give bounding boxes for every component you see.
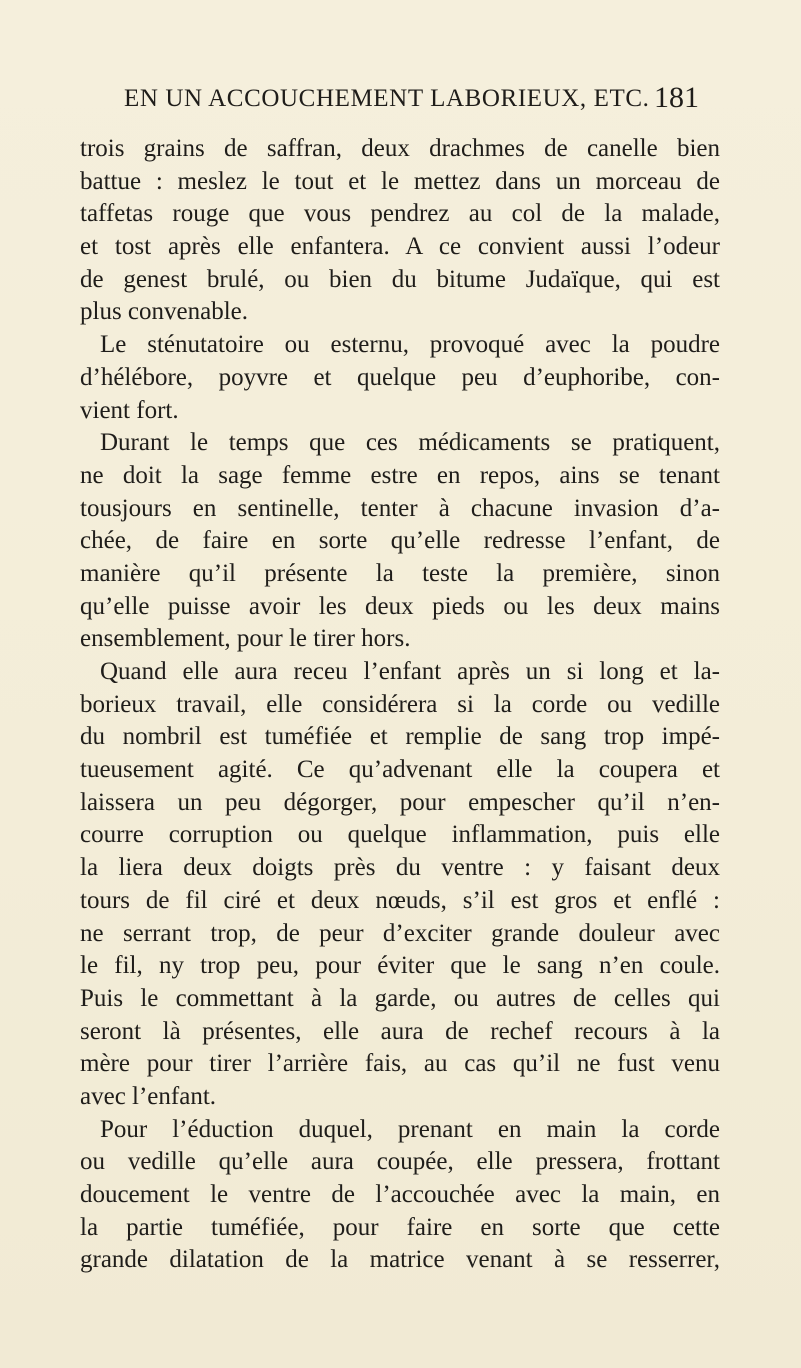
text-line: qu’elle puisse avoir les deux pieds ou les deux mains [80, 592, 720, 620]
text-line: chée, de faire en sorte qu’elle redresse l’enfant, de [80, 527, 720, 555]
running-head [124, 81, 699, 121]
page-number: 181 [654, 81, 699, 114]
text-line: courre corruption ou quelque inflammation, puis elle [80, 821, 720, 849]
text-line: laissera un peu dégorger, pour empescher qu’il n’en- [80, 788, 720, 816]
text-line: battue : meslez le tout et le mettez dans un morceau de [80, 167, 720, 195]
text-line: Pour l’éduction duquel, prenant en main la corde [100, 1115, 720, 1143]
text-line: tousjours en sentinelle, tenter à chacune invasion d’a- [80, 494, 720, 522]
text-line: Quand elle aura receu l’enfant après un si long et la- [100, 658, 720, 685]
text-line: ensemblement, pour le tirer hors. [80, 625, 411, 653]
text-line: plus convenable. [80, 298, 249, 326]
text-line: avec l’enfant. [80, 1082, 217, 1110]
text-line: la partie tuméfiée, pour faire en sorte que cette [80, 1213, 720, 1241]
text-line: d’hélébore, poyvre et quelque peu d’euphoribe, con- [80, 363, 720, 391]
text-line: Durant le temps que ces médicaments se pratiquent, [100, 429, 720, 457]
running-title: EN UN ACCOUCHEMENT LABORIEUX, ETC. [124, 85, 650, 112]
text-line: la liera deux doigts près du ventre : y faisant deux [80, 854, 720, 882]
text-line: taffetas rouge que vous pendrez au col de la malade, [80, 200, 720, 228]
text-line: et tost après elle enfantera. A ce convient aussi l’odeur [80, 233, 720, 261]
text-line: tours de fil ciré et deux nœuds, s’il est gros et enflé : [80, 886, 720, 914]
text-line: trois grains de saffran, deux drachmes de canelle bien [80, 135, 720, 162]
text-line: doucement le ventre de l’accouchée avec la main, en [80, 1181, 720, 1208]
text-line: ou vedille qu’elle aura coupée, elle pressera, frottant [80, 1148, 720, 1176]
text-line: vient fort. [80, 396, 179, 424]
text-line: le fil, ny trop peu, pour éviter que le sang n’en coule. [80, 952, 720, 980]
text-line: du nombril est tuméfiée et remplie de sang trop impé- [80, 723, 720, 751]
text-line: borieux travail, elle considérera si la corde ou vedille [80, 690, 720, 718]
text-line: grande dilatation de la matrice venant à se resserrer, [80, 1246, 720, 1274]
text-line: seront là présentes, elle aura de rechef recours à la [80, 1017, 720, 1045]
body-text [80, 133, 720, 1277]
text-line: ne serrant trop, de peur d’exciter grande douleur avec [80, 919, 720, 947]
text-line: Le sténutatoire ou esternu, provoqué avec la poudre [100, 331, 720, 359]
text-line: ne doit la sage femme estre en repos, ains se tenant [80, 461, 720, 489]
text-line: manière qu’il présente la teste la première, sinon [80, 559, 720, 587]
text-line: Puis le commettant à la garde, ou autres de celles qui [80, 984, 720, 1012]
text-line: de genest brulé, ou bien du bitume Judaïque, qui est [80, 265, 720, 293]
text-line: mère pour tirer l’arrière fais, au cas qu’il ne fust venu [80, 1050, 720, 1078]
text-line: tueusement agité. Ce qu’advenant elle la coupera et [80, 756, 720, 784]
